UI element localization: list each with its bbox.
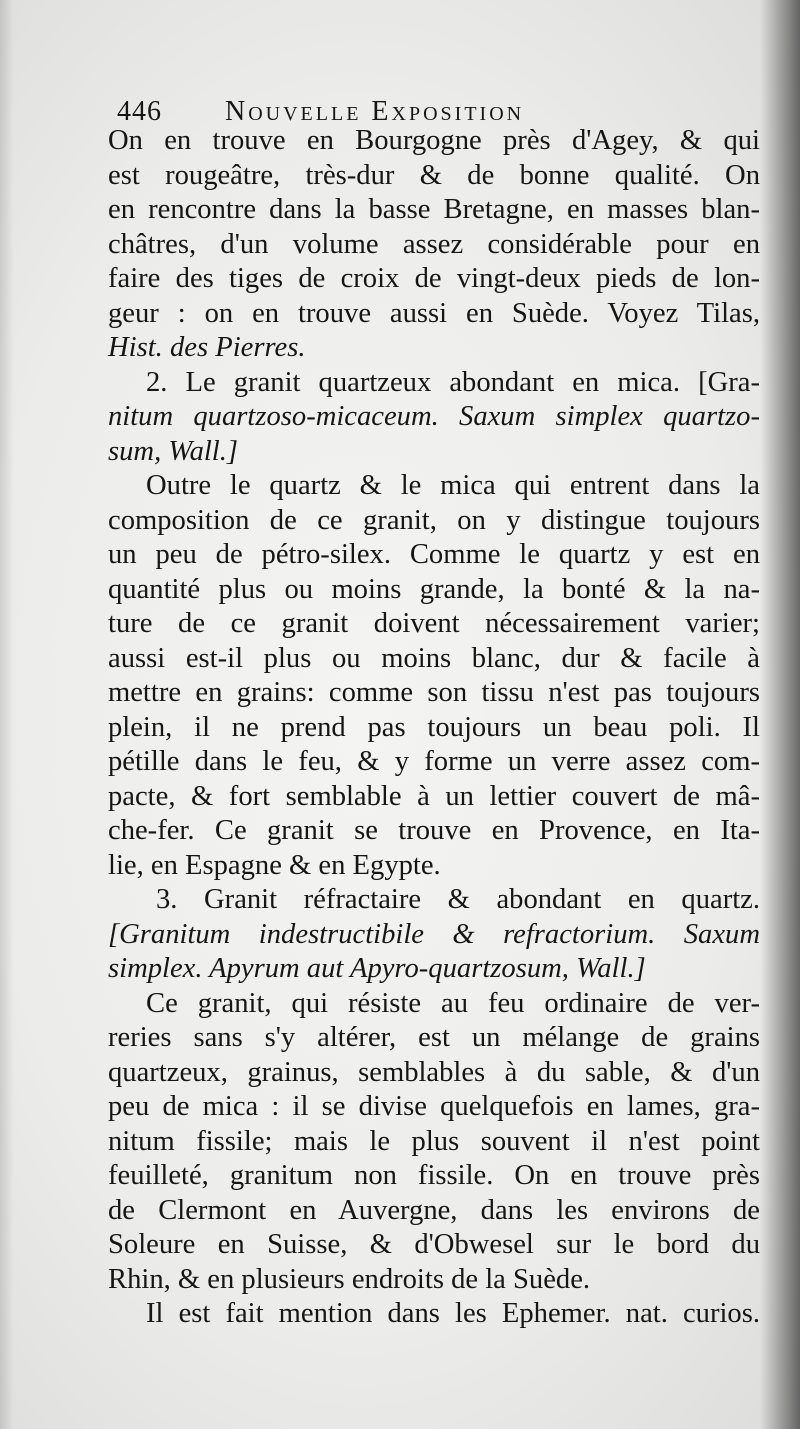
- running-title: Nouvelle Exposition: [225, 96, 525, 127]
- text-line: che-fer. Ce granit se trouve en Provence, en Ita-: [108, 815, 760, 846]
- text-line: de Clermont en Auvergne, dans les environs de: [108, 1194, 760, 1226]
- text-line: simplex. Apyrum aut Apyro-quartzosum, Wall.]: [108, 953, 646, 984]
- text-line: geur : on en trouve aussi en Suède. Voyez Tilas,: [108, 297, 760, 329]
- body-text: [108, 124, 760, 1332]
- text-line: plein, il ne prend pas toujours un beau poli. Il: [108, 711, 760, 743]
- text-line: Rhin, & en plusieurs endroits de la Suède.: [108, 1263, 591, 1295]
- text-line: Soleure en Suisse, & d'Obwesel sur le bord du: [108, 1229, 760, 1260]
- text-line: nitum fissile; mais le plus souvent il n'est point: [108, 1125, 760, 1157]
- text-line: un peu de pétro-silex. Comme le quartz y est en: [108, 539, 760, 570]
- text-line: pacte, & fort semblable à un lettier couvert de mâ-: [108, 780, 760, 812]
- text-line: Il est fait mention dans les Ephemer. nat. curios.: [146, 1298, 760, 1329]
- text-line: Ce granit, qui résiste au feu ordinaire de ver-: [146, 987, 760, 1019]
- page-number: 446: [117, 96, 162, 127]
- text-line: composition de ce granit, on y distingue toujours: [108, 504, 760, 536]
- text-line: sum, Wall.]: [108, 435, 239, 467]
- text-line: pétille dans le feu, & y forme un verre assez com-: [108, 746, 760, 777]
- text-line: ture de ce granit doivent nécessairement varier;: [108, 608, 760, 639]
- text-line: reries sans s'y altérer, est un mélange de grains: [108, 1022, 760, 1053]
- text-line: faire des tiges de croix de vingt-deux pieds de lon-: [108, 263, 760, 294]
- text-line: nitum quartzoso-micaceum. Saxum simplex quartzo-: [108, 401, 760, 432]
- text-line: châtres, d'un volume assez considérable pour en: [108, 228, 760, 260]
- text-line: feuilleté, granitum non fissile. On en trouve près: [108, 1160, 760, 1191]
- text-line: mettre en grains: comme son tissu n'est pas toujours: [108, 677, 760, 708]
- text-line: quartzeux, grainus, semblables à du sable, & d'un: [108, 1056, 760, 1088]
- text-line: 2. Le granit quartzeux abondant en mica. [Gra-: [146, 366, 760, 398]
- text-line: est rougeâtre, très-dur & de bonne qualité. On: [108, 159, 760, 191]
- page-left-edge-shadow: [0, 0, 14, 1429]
- page-gutter-shadow: [760, 0, 800, 1429]
- text-line: en rencontre dans la basse Bretagne, en masses blan-: [108, 194, 760, 225]
- text-line: peu de mica : il se divise quelquefois en lames, gra-: [108, 1091, 760, 1122]
- text-line: Outre le quartz & le mica qui entrent dans la: [146, 470, 760, 501]
- text-line: [Granitum indestructibile & refractorium. Saxum: [108, 918, 760, 950]
- text-line: On en trouve en Bourgogne près d'Agey, & qui: [108, 125, 760, 156]
- text-line: aussi est-il plus ou moins blanc, dur & facile à: [108, 642, 760, 674]
- text-line: 3. Granit réfractaire & abondant en quartz.: [156, 884, 760, 915]
- text-line: quantité plus ou moins grande, la bonté & la na-: [108, 573, 760, 605]
- text-line: Hist. des Pierres.: [108, 332, 306, 363]
- text-line: lie, en Espagne & en Egypte.: [108, 849, 441, 881]
